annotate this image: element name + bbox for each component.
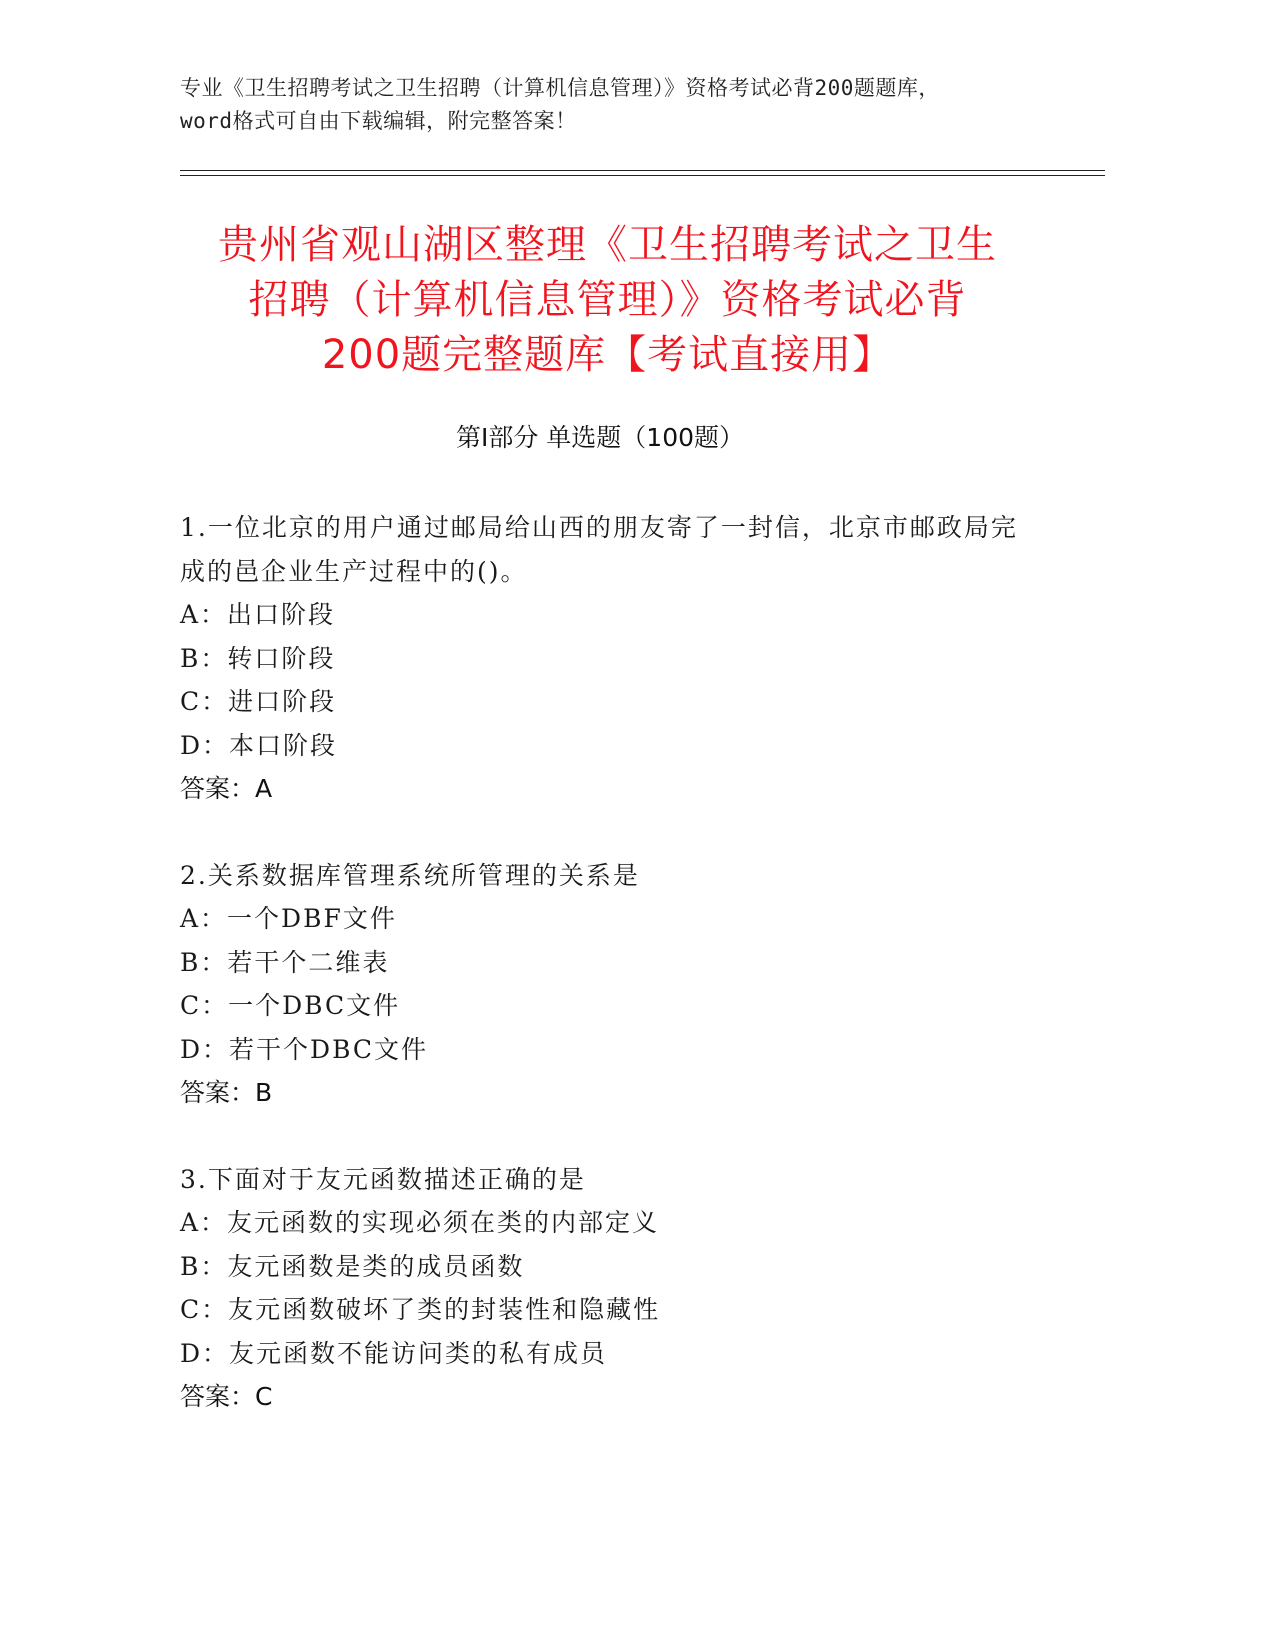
- question-stem: 1.一位北京的用户通过邮局给山西的朋友寄了一封信，北京市邮政局完成的邑企业生产过程中的()。: [180, 513, 1018, 586]
- option-c: C：友元函数破坏了类的封装性和隐藏性: [180, 1295, 661, 1324]
- answer-label: 答案：B: [180, 1078, 273, 1107]
- question-1: [180, 506, 1020, 811]
- document-title-line-1: 贵州省观山湖区整理《卫生招聘考试之卫生: [218, 222, 997, 268]
- header-note-line-1: 专业《卫生招聘考试之卫生招聘（计算机信息管理）》资格考试必背200题题库，: [180, 76, 940, 100]
- answer-label: 答案：A: [180, 774, 273, 803]
- option-b: B：转口阶段: [180, 643, 336, 673]
- document-title: [150, 218, 1065, 383]
- option-b: B：友元函数是类的成员函数: [180, 1251, 525, 1281]
- section-heading: 第Ⅰ部分 单选题（100题）: [455, 423, 745, 452]
- option-a: A：出口阶段: [180, 600, 336, 629]
- answer-label: 答案：C: [180, 1382, 273, 1411]
- header-note-line-2: word格式可自由下载编辑，附完整答案！: [180, 109, 577, 133]
- option-d: D：本口阶段: [180, 730, 338, 760]
- question-2: [180, 854, 1020, 1115]
- option-d: D：友元函数不能访问类的私有成员: [180, 1338, 608, 1368]
- question-stem: 3.下面对于友元函数描述正确的是: [180, 1164, 586, 1194]
- option-a: A：友元函数的实现必须在类的内部定义: [180, 1208, 660, 1237]
- option-b: B：若干个二维表: [180, 947, 390, 977]
- header-note: [180, 72, 1100, 138]
- question-3: [180, 1158, 1020, 1419]
- question-stem: 2.关系数据库管理系统所管理的关系是: [180, 860, 640, 890]
- question-list: [180, 506, 1020, 1462]
- option-a: A：一个DBF文件: [180, 904, 397, 933]
- option-c: C：进口阶段: [180, 687, 337, 716]
- option-d: D：若干个DBC文件: [180, 1034, 429, 1064]
- header-divider-top: [180, 170, 1105, 171]
- option-c: C：一个DBC文件: [180, 991, 401, 1020]
- document-title-line-3: 200题完整题库【考试直接用】: [321, 332, 894, 378]
- header-divider-bottom: [180, 175, 1105, 176]
- document-title-line-2: 招聘（计算机信息管理）》资格考试必背: [248, 277, 967, 323]
